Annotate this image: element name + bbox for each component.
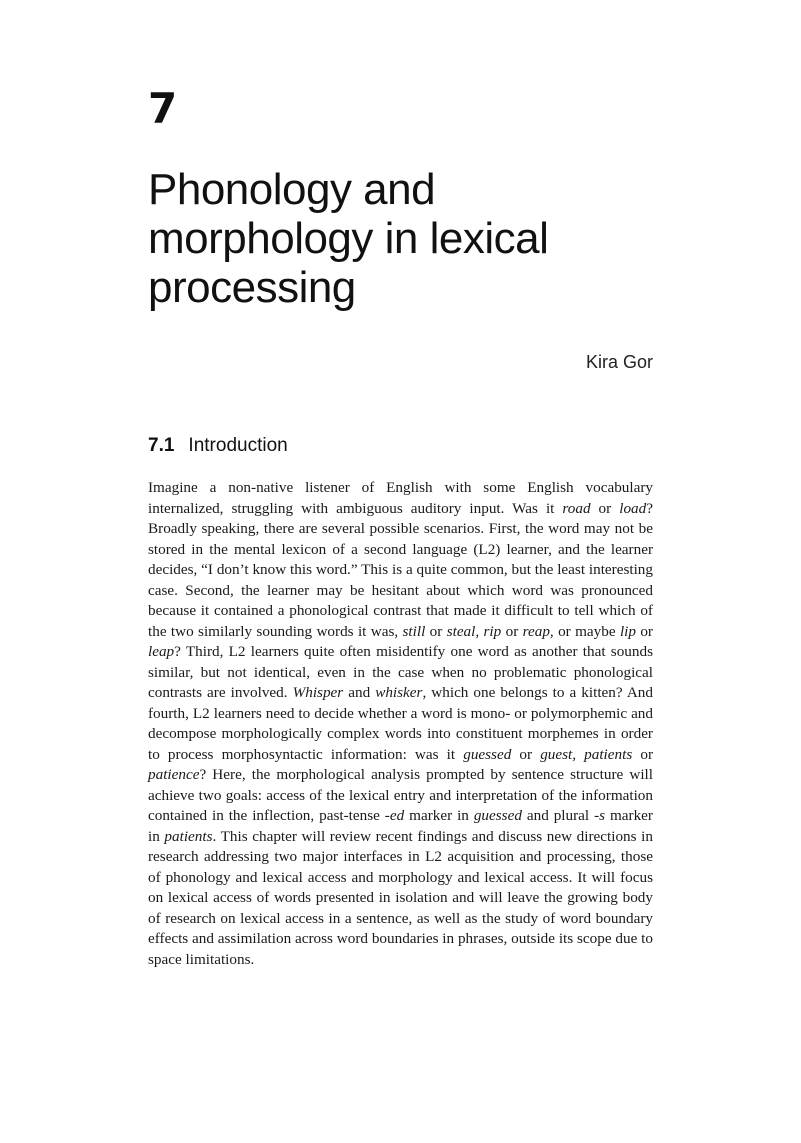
text-run: . This chapter will review recent findings and discuss new directions in research addressing two major interfaces in L2 acquisition and processing, those of phonology and lexical access and morphology and lexical access. It will focus on lexical access of words presented in isolation and will leave the growing body of research on lexical access in a sentence, as well as the study of word boundary effects and assimilation across word boundaries in phrases, outside its scope due to space limitations. [148, 827, 653, 968]
section-number: 7.1 [148, 435, 175, 456]
body-paragraph [148, 478, 653, 970]
italic-term: reap [522, 622, 550, 640]
italic-term: guessed [473, 807, 522, 824]
text-run: or [425, 622, 447, 640]
text-run: ? Third, L2 learners quite often misidentify one word as another that sounds similar, but not identical, even in the case when no problematic phonological contrasts are involved. [148, 643, 653, 701]
chapter-number: 7 [148, 84, 178, 133]
italic-term: lip [619, 622, 636, 640]
text-run: or [590, 499, 620, 517]
text-run: , or maybe [549, 622, 620, 640]
text-run: ? Here, the morphological analysis prompted by sentence structure will achieve two goals: access of the lexical entry and interpretation of the information contained in the inflection, past-tense [148, 766, 653, 824]
italic-term: still [402, 622, 426, 640]
author-name: Kira Gor [585, 352, 653, 372]
text-run: Imagine a non-native listener of English with some English vocabulary internalized, struggling with ambiguous auditory input. Was it [148, 479, 653, 517]
italic-term: guessed [463, 745, 512, 763]
text-run: or [501, 622, 523, 640]
text-run: marker in [148, 807, 653, 845]
text-run: ? Broadly speaking, there are several possible scenarios. First, the word may not be stored in the mental lexicon of a second language (L2) learner, and the learner decides, “I don’t know this word.” This is a quite common, but the least interesting case. Second, the learner may be hesitant about which word was pronounced because it contained a phonological contrast that made it difficult to tell which of the two similarly sounding words it was, [148, 499, 653, 640]
chapter-title-line: morphology in lexical [148, 214, 549, 263]
chapter-title-line: processing [148, 263, 356, 312]
text-run: marker in [404, 807, 474, 824]
italic-term: leap [148, 643, 175, 660]
italic-term: -ed [384, 807, 405, 824]
italic-term: -s [594, 807, 606, 824]
italic-term: guest, patients [540, 745, 633, 763]
italic-term: road [562, 499, 591, 517]
text-run: or [635, 622, 653, 640]
section-title: Introduction [188, 435, 288, 456]
text-run: or [632, 745, 654, 763]
text-run: and plural [521, 807, 595, 824]
chapter-title-line: Phonology and [148, 165, 436, 214]
italic-term: Whisper [292, 684, 344, 701]
text-run: and [343, 684, 376, 701]
italic-term: patience [148, 766, 200, 783]
section-heading [148, 434, 288, 458]
italic-term: load [619, 499, 647, 517]
italic-term: steal, rip [446, 622, 502, 640]
chapter-title [148, 165, 668, 312]
italic-term: whisker [375, 684, 423, 701]
text-run: , which one belongs to a kitten? And fourth, L2 learners need to decide whether a word is mono- or polymorphemic and decompose morphologically complex words into constituent morphemes in order to process morphosyntactic information: was it [148, 684, 653, 763]
text-run: or [511, 745, 541, 763]
italic-term: patients [164, 827, 213, 845]
